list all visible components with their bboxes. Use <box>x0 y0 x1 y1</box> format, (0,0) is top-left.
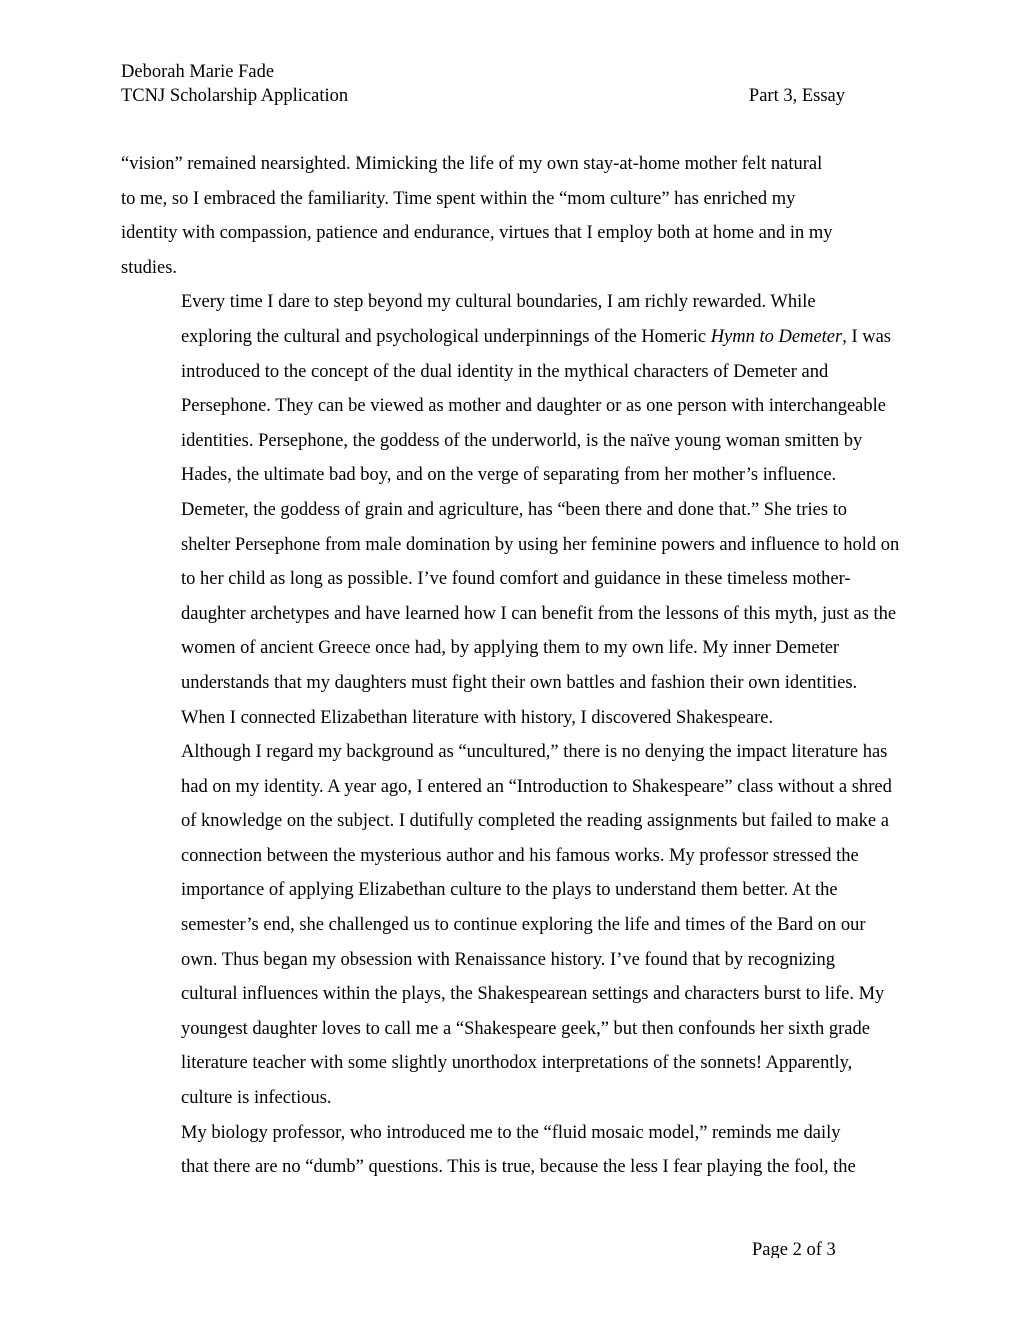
essay-line: understands that my daughters must fight their own battles and fashion their own identities. <box>181 672 858 693</box>
essay-line: to her child as long as possible. I’ve found comfort and guidance in these timeless mother- <box>181 569 851 590</box>
header-row <box>121 84 845 108</box>
essay-line: cultural influences within the plays, the Shakespearean settings and characters burst to life. My <box>181 984 885 1005</box>
essay-line: that there are no “dumb” questions. This is true, because the less I fear playing the fool, the <box>181 1157 856 1178</box>
essay-paragraph <box>121 701 903 1116</box>
page-header <box>121 60 845 108</box>
essay-line: introduced to the concept of the dual identity in the mythical characters of Demeter and <box>181 361 829 382</box>
essay-line: shelter Persephone from male domination by using her feminine powers and influence to hold on <box>181 534 900 555</box>
essay-line: identity with compassion, patience and endurance, virtues that I employ both at home and in my <box>121 223 833 244</box>
essay-paragraph <box>121 147 903 285</box>
essay-line: connection between the mysterious author and his famous works. My professor stressed the <box>181 845 859 866</box>
header-author: Deborah Marie Fade <box>121 62 275 82</box>
essay-line: My biology professor, who introduced me to the “fluid mosaic model,” reminds me daily <box>181 1122 841 1143</box>
header-section: Part 3, Essay <box>748 86 845 106</box>
essay-line: own. Thus began my obsession with Renaissance history. I’ve found that by recognizing <box>181 949 836 970</box>
essay-line: women of ancient Greece once had, by applying them to my own life. My inner Demeter <box>181 638 840 659</box>
essay-paragraph <box>121 285 903 700</box>
essay-line: culture is infectious. <box>181 1088 332 1109</box>
italic-title: Hymn to Demeter <box>710 326 843 347</box>
essay-line: importance of applying Elizabethan culture to the plays to understand them better. At the <box>181 880 838 901</box>
page-footer <box>0 1232 1024 1258</box>
essay-line: When I connected Elizabethan literature with history, I discovered Shakespeare. <box>181 707 774 728</box>
essay-line: to me, so I embraced the familiarity. Time spent within the “mom culture” has enriched my <box>121 188 796 209</box>
essay-line: of knowledge on the subject. I dutifully completed the reading assignments but failed to make a <box>181 811 889 832</box>
essay-body <box>121 147 903 1185</box>
page-number: Page 2 of 3 <box>752 1240 836 1258</box>
essay-line: Persephone. They can be viewed as mother and daughter or as one person with interchangeable <box>181 396 886 417</box>
essay-paragraph <box>121 1116 903 1185</box>
essay-line: exploring the cultural and psychological underpinnings of the Homeric Hymn to Demeter, I was <box>181 326 892 347</box>
essay-line: youngest daughter loves to call me a “Shakespeare geek,” but then confounds her sixth grade <box>181 1018 870 1039</box>
essay-line: Demeter, the goddess of grain and agriculture, has “been there and done that.” She tries to <box>181 499 848 520</box>
essay-line: literature teacher with some slightly unorthodox interpretations of the sonnets! Apparently, <box>181 1053 853 1074</box>
essay-line: Hades, the ultimate bad boy, and on the verge of separating from her mother’s influence. <box>181 465 837 486</box>
essay-line: had on my identity. A year ago, I entered an “Introduction to Shakespeare” class without a shred <box>181 776 892 797</box>
header-application: TCNJ Scholarship Application <box>121 86 349 106</box>
essay-line: identities. Persephone, the goddess of the underworld, is the naïve young woman smitten by <box>181 430 863 451</box>
essay-line: studies. <box>121 257 178 278</box>
essay-line: Although I regard my background as “uncultured,” there is no denying the impact literature has <box>181 742 888 763</box>
essay-line: daughter archetypes and have learned how I can benefit from the lessons of this myth, just as the <box>181 603 897 624</box>
essay-line: “vision” remained nearsighted. Mimicking the life of my own stay-at-home mother felt natural <box>121 154 823 174</box>
essay-line: Every time I dare to step beyond my cultural boundaries, I am richly rewarded. While <box>181 292 816 313</box>
essay-line: semester’s end, she challenged us to continue exploring the life and times of the Bard on our <box>181 915 866 936</box>
